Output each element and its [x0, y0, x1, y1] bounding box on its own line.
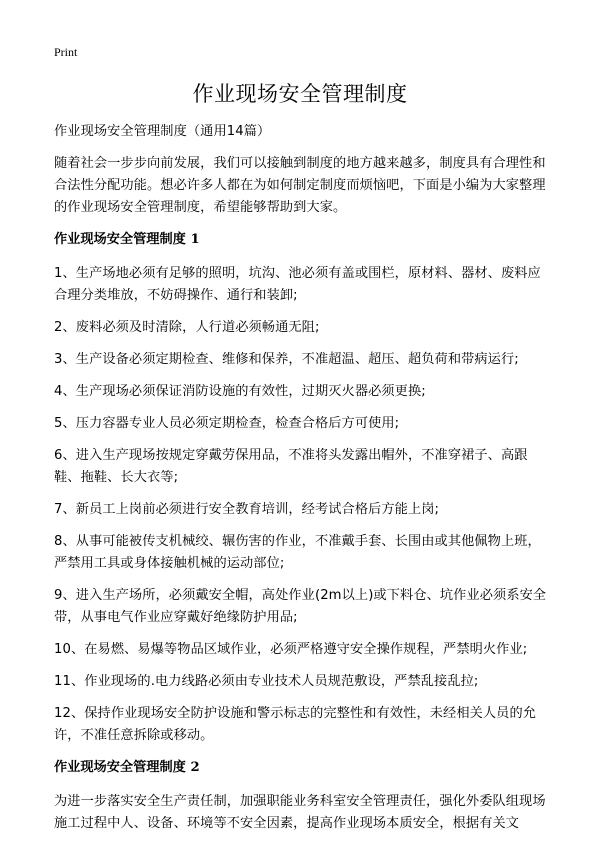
document-subtitle: 作业现场安全管理制度（通用14篇）: [54, 124, 271, 139]
list-item: 8、从事可能被传支机械绞、辗伤害的作业，不准戴手套、长围由或其他佩物上班，严禁用工具或身体接触机械的运动部位;: [54, 534, 541, 571]
list-item: 4、生产现场必须保证消防设施的有效性，过期灭火器必须更换;: [54, 384, 426, 399]
list-item: 7、新员工上岗前必须进行安全教育培训，经考试合格后方能上岗;: [54, 502, 440, 517]
section-heading-2: 作业现场安全管理制度 2: [54, 760, 200, 775]
list-item: 11、作业现场的.电力线路必须由专业技术人员规范敷设，严禁乱接乱拉;: [54, 674, 479, 689]
list-item: 5、压力容器专业人员必须定期检查，检查合格后方可使用;: [54, 416, 400, 431]
page-title: 作业现场安全管理制度: [192, 82, 408, 106]
list-item: 2、废料必须及时清除，人行道必须畅通无阻;: [54, 320, 320, 335]
document-body: [54, 121, 554, 845]
list-item: 6、进入生产现场按规定穿戴劳保用品，不准将头发露出帽外，不准穿裙子、高跟鞋、拖鞋、长大衣等;: [54, 448, 528, 485]
list-item: 10、在易燃、易爆等物品区域作业，必须严格遵守安全操作规程，严禁明火作业;: [54, 642, 528, 657]
intro-paragraph: 随着社会一步步向前发展，我们可以接触到制度的地方越来越多，制度具有合理性和合法性分配功能。想必许多人都在为如何制定制度而烦恼吧，下面是小编为大家整理的作业现场安全管理制度，希望能够帮助到大家。: [54, 156, 546, 215]
section-2-intro-paragraph: 为进一步落实安全生产责任制，加强职能业务科室安全管理责任，强化外委队组现场施工过程中人、设备、环境等不安全因素，提高作业现场本质安全，根据有关文: [54, 794, 546, 831]
section-heading-1: 作业现场安全管理制度 1: [54, 232, 200, 247]
print-link[interactable]: Print: [54, 45, 78, 59]
list-item: 9、进入生产场所，必须戴安全帽，高处作业(2m以上)或下料仓、坑作业必须系安全带，从事电气作业应穿戴好绝缘防护用品;: [54, 588, 547, 625]
list-item: 1、生产场地必须有足够的照明，坑沟、池必须有盖或围栏，原材料、器材、废料应合理分类堆放，不妨碍操作、通行和装卸;: [54, 266, 541, 303]
list-item: 12、保持作业现场安全防护设施和警示标志的完整性和有效性，未经相关人员的允许，不准任意拆除或移动。: [54, 706, 537, 743]
list-item: 3、生产设备必须定期检查、维修和保养，不准超温、超压、超负荷和带病运行;: [54, 352, 519, 367]
